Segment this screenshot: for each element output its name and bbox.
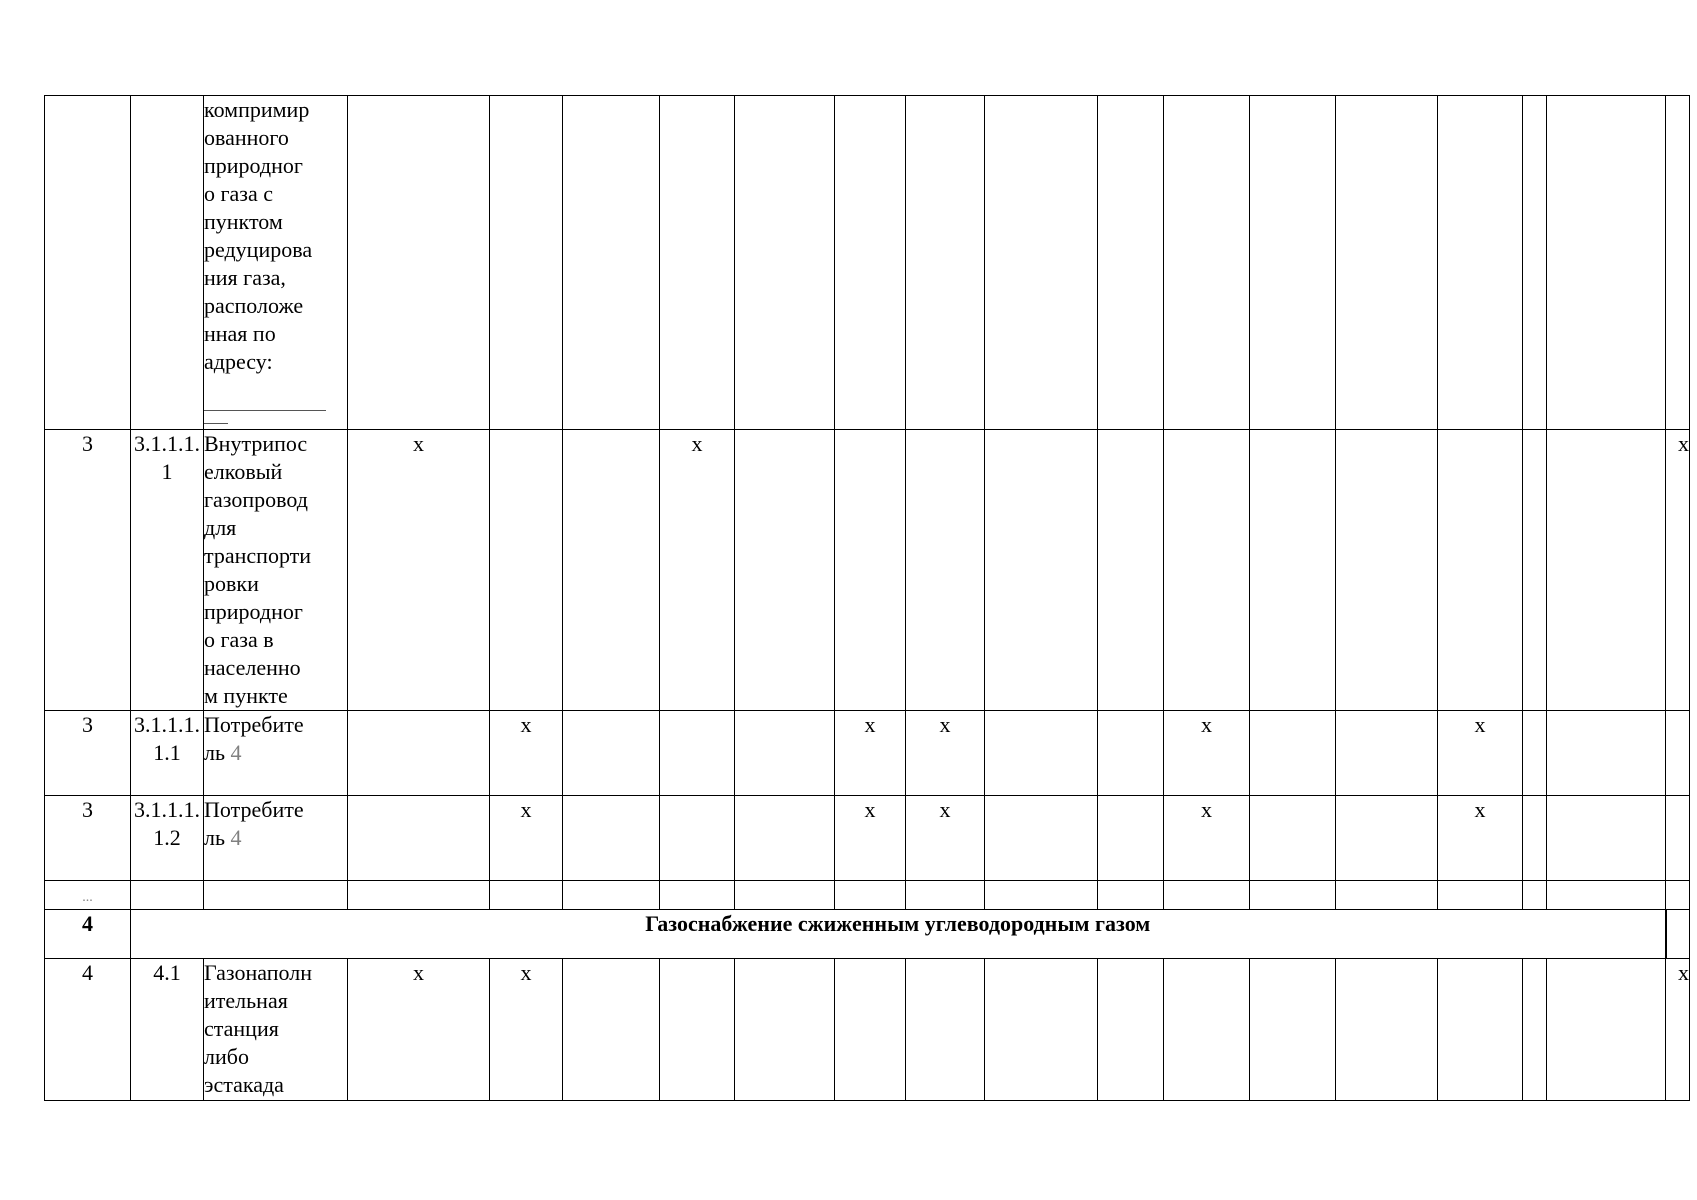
mark-x: x [490, 796, 563, 881]
mark-cell [985, 959, 1098, 1101]
mark-cell [1164, 959, 1250, 1101]
cell-name [204, 796, 348, 881]
name-line: Потребите [204, 712, 304, 737]
name-line: газопровод [204, 487, 308, 512]
fill-in-blank-line-tail [204, 423, 228, 424]
mark-x: x [1438, 711, 1523, 796]
mark-cell [1250, 796, 1336, 881]
mark-cell [906, 430, 985, 711]
name-line: нная по [204, 321, 276, 346]
mark-cell [563, 959, 660, 1101]
cell-num [45, 881, 131, 910]
mark-x: x [1438, 796, 1523, 881]
section-num: 4 [45, 910, 131, 959]
mark-cell [1547, 430, 1666, 711]
name-line: природног [204, 599, 303, 624]
mark-cell [563, 796, 660, 881]
name-line: компримир [204, 97, 310, 122]
mark-x: x [660, 430, 735, 711]
table-row-continuation [45, 96, 1690, 430]
mark-x: x [1164, 711, 1250, 796]
mark-cell [1250, 430, 1336, 711]
mark-cell [563, 711, 660, 796]
mark-x: x [906, 796, 985, 881]
mark-x: x [490, 711, 563, 796]
fill-in-blank-line [204, 410, 326, 411]
mark-cell [735, 430, 835, 711]
cell-num [45, 96, 131, 430]
name-line: либо [204, 1044, 249, 1069]
footnote-ref[interactable]: 4 [230, 825, 242, 850]
mark-x: x [490, 959, 563, 1101]
name-line: станция [204, 1016, 279, 1041]
mark-cell [660, 959, 735, 1101]
mark-cell [1666, 711, 1690, 796]
mark-cell [1547, 711, 1666, 796]
name-line: о газа в [204, 627, 274, 652]
table-row [45, 711, 1690, 796]
name-line: Внутрипос [204, 431, 308, 456]
mark-cell [1336, 796, 1438, 881]
table-row [45, 430, 1690, 711]
mark-cell [1336, 711, 1438, 796]
name-line: населенно [204, 655, 301, 680]
table-row-ellipsis [45, 881, 1690, 910]
mark-cell [735, 711, 835, 796]
name-line: природног [204, 153, 303, 178]
mark-cell [660, 711, 735, 796]
table-row [45, 796, 1690, 881]
cell-name [204, 711, 348, 796]
mark-cell [985, 711, 1098, 796]
mark-cell [1098, 959, 1164, 1101]
name-line: Газонаполн [204, 960, 312, 985]
cell-num: 4 [45, 959, 131, 1101]
mark-cell [348, 796, 490, 881]
name-line: транспорти [204, 543, 312, 568]
mark-x: x [835, 796, 906, 881]
name-line: адресу: [204, 349, 273, 374]
mark-cell [1438, 430, 1523, 711]
mark-cell [1250, 711, 1336, 796]
mark-cell [1098, 796, 1164, 881]
mark-x: x [348, 430, 490, 711]
mark-x: x [1164, 796, 1250, 881]
mark-cell [1523, 430, 1547, 711]
mark-cell [985, 796, 1098, 881]
cell-name [204, 430, 348, 711]
name-line: пунктом [204, 209, 283, 234]
section-tail-cell [1666, 910, 1690, 959]
mark-x: x [348, 959, 490, 1101]
mark-x: x [835, 711, 906, 796]
name-line: елковый [204, 459, 283, 484]
name-line: ль [204, 825, 231, 850]
section-title: Газоснабжение сжиженным углеводородным газом [131, 910, 1666, 959]
table-row [45, 959, 1690, 1101]
cell-code: 3.1.1.1.1 [131, 430, 204, 711]
name-line: о газа с [204, 181, 274, 206]
mark-cell [1547, 959, 1666, 1101]
mark-cell [835, 959, 906, 1101]
mark-cell [1438, 959, 1523, 1101]
cell-name [204, 959, 348, 1101]
mark-cell [1164, 430, 1250, 711]
cell-num: 3 [45, 711, 131, 796]
mark-cell [660, 796, 735, 881]
mark-cell [1250, 959, 1336, 1101]
name-line: Потребите [204, 797, 304, 822]
name-line: м пункте [204, 683, 288, 708]
mark-cell [1336, 959, 1438, 1101]
name-line: расположе [204, 293, 304, 318]
mark-cell [563, 430, 660, 711]
mark-cell [1523, 796, 1547, 881]
name-line: эстакада [204, 1072, 284, 1097]
name-line: ительная [204, 988, 288, 1013]
mark-x: x [1666, 959, 1690, 1101]
mark-x: x [906, 711, 985, 796]
footnote-ref[interactable]: 4 [230, 740, 242, 765]
mark-x: x [1666, 430, 1690, 711]
mark-cell [1666, 796, 1690, 881]
name-line: ния газа, [204, 265, 286, 290]
mark-cell [1098, 711, 1164, 796]
mark-cell [490, 430, 563, 711]
cell-name [204, 96, 348, 430]
mark-cell [835, 430, 906, 711]
mark-cell [1523, 711, 1547, 796]
mark-cell [1098, 430, 1164, 711]
mark-cell [348, 711, 490, 796]
section-header-row [45, 910, 1690, 959]
mark-cell [735, 959, 835, 1101]
mark-cell [985, 430, 1098, 711]
ellipsis-text: ... [82, 890, 93, 905]
cell-code: 3.1.1.1.1.2 [131, 796, 204, 881]
name-line: для [204, 515, 237, 540]
cell-code [131, 96, 204, 430]
cell-num: 3 [45, 796, 131, 881]
mark-cell [1547, 796, 1666, 881]
name-line: ованного [204, 125, 289, 150]
mark-cell [1523, 959, 1547, 1101]
cell-code: 3.1.1.1.1.1 [131, 711, 204, 796]
data-table [44, 95, 1690, 1101]
mark-cell [906, 959, 985, 1101]
mark-cell [735, 796, 835, 881]
cell-num: 3 [45, 430, 131, 711]
cell-code: 4.1 [131, 959, 204, 1101]
name-line: редуцирова [204, 237, 313, 262]
name-line: ль [204, 740, 231, 765]
name-line: ровки [204, 571, 259, 596]
mark-cell [1336, 430, 1438, 711]
